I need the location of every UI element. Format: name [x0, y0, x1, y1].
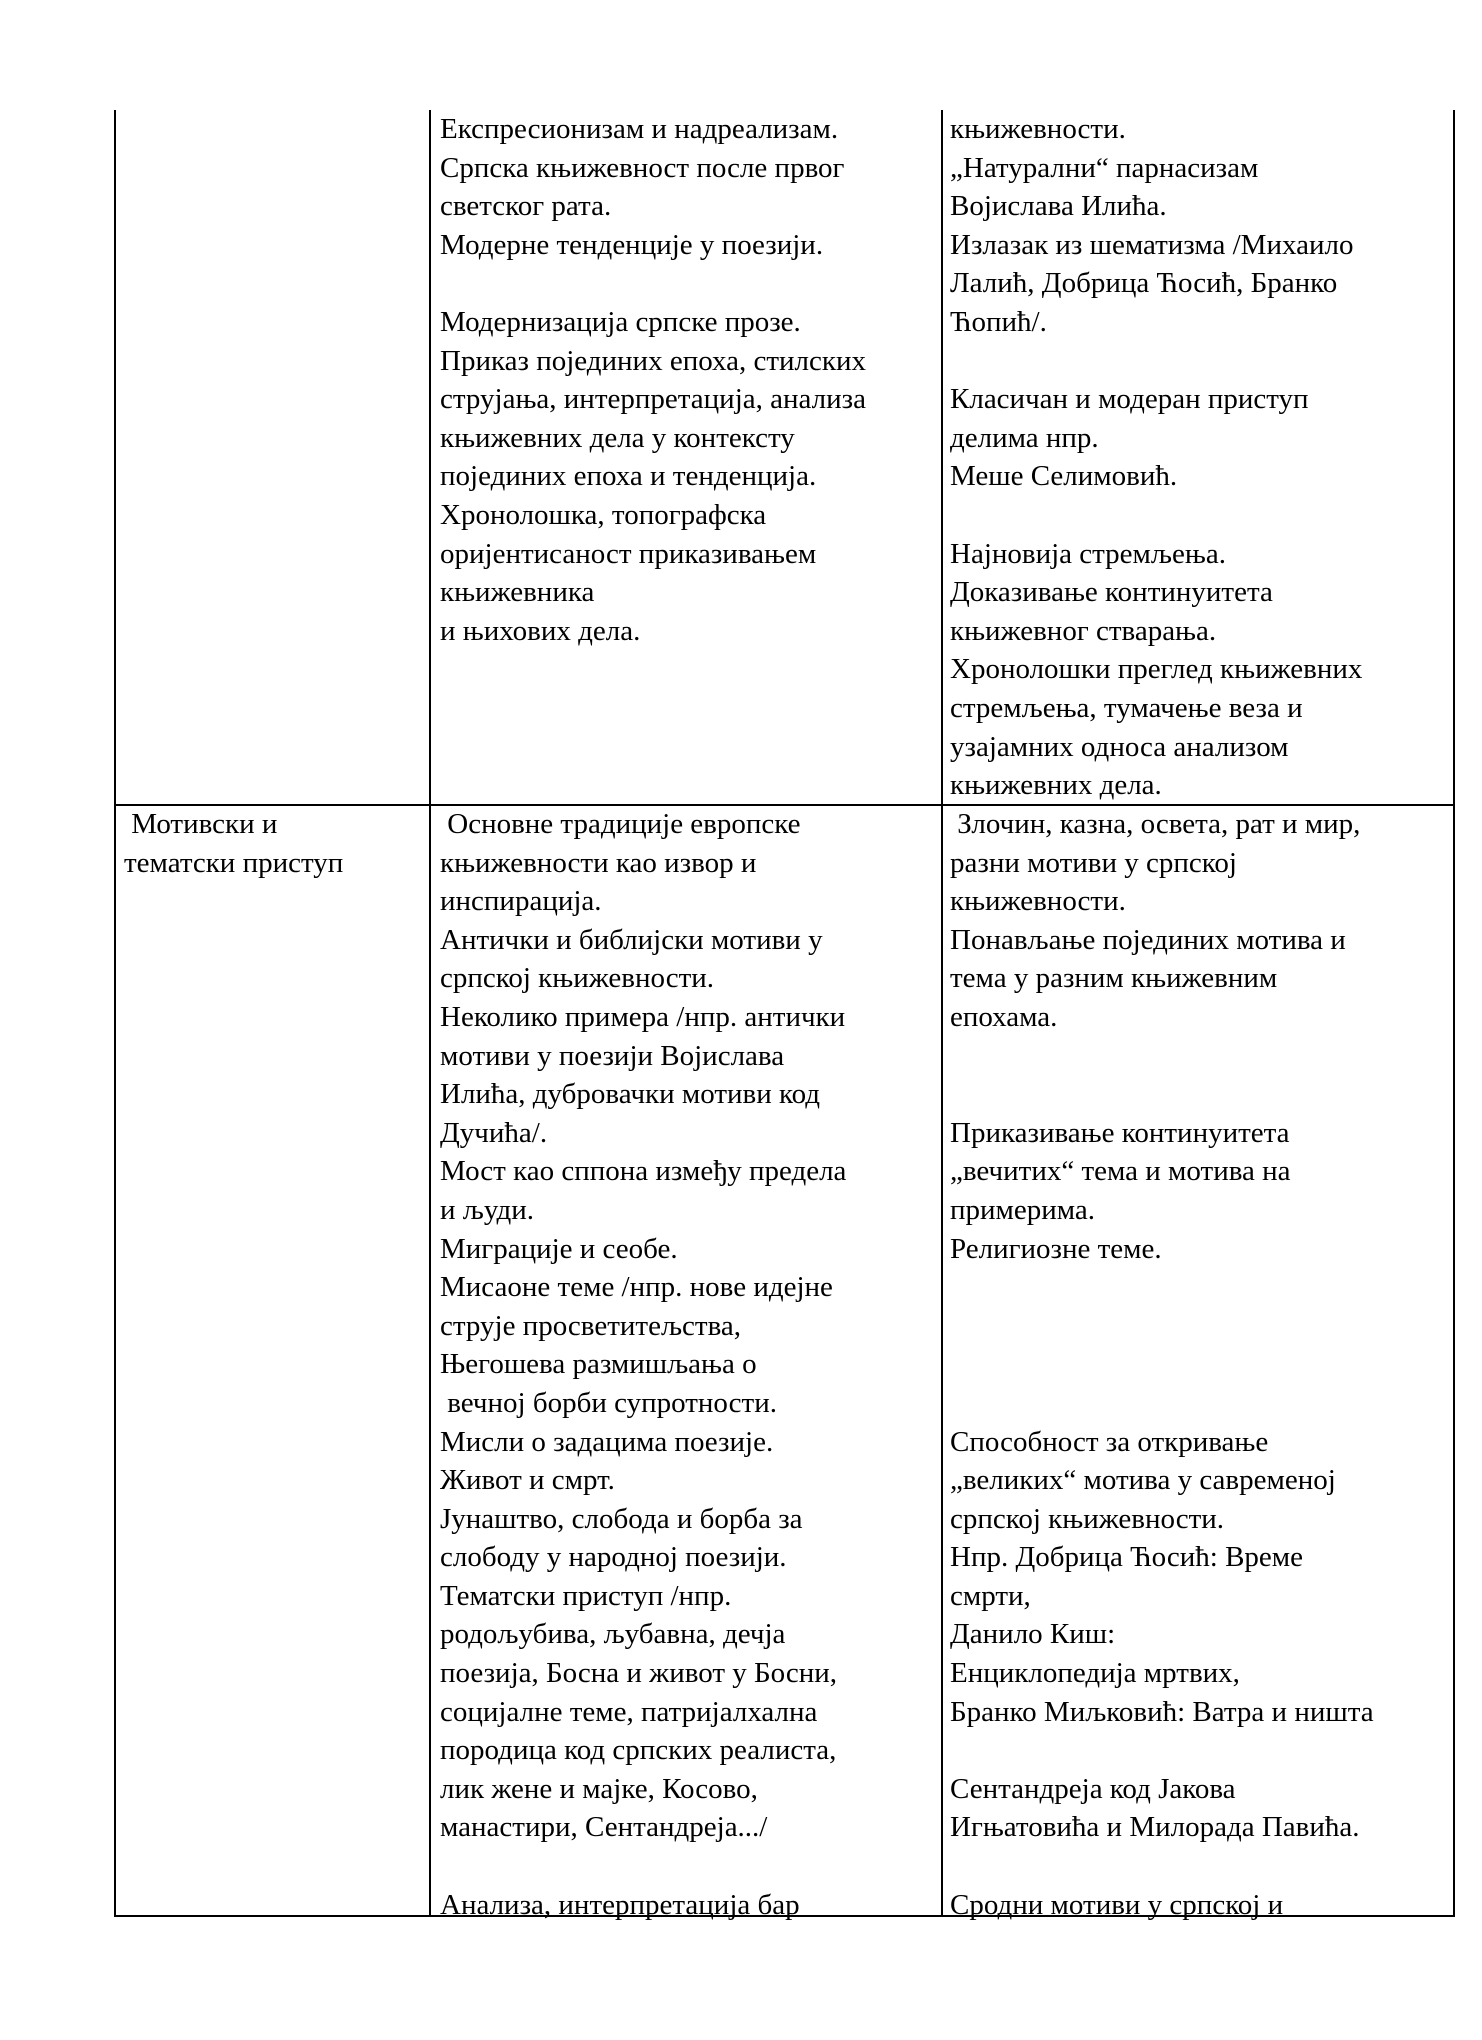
cell-text-line: Тематски приступ /нпр. [440, 1579, 732, 1612]
cell-text-line: Експресионизам и надреализам. [440, 113, 839, 145]
cell-text-line: и људи. [440, 1193, 535, 1226]
cell-text-line: Меше Селимовић. [950, 460, 1178, 493]
cell-text-line: књижевности. [950, 113, 1126, 145]
table-column-divider-2 [941, 110, 943, 1917]
cell-text-line: српској књижевности. [950, 1502, 1225, 1535]
cell-text-line: Хронолошка, топографска [440, 498, 767, 531]
cell-text-line: „вечитих“ тема и мотива на [950, 1155, 1291, 1188]
cell-text-line: Игњатовића и Милорада Павића. [950, 1811, 1360, 1844]
cell-text-line: Сродни мотиви у српској и [950, 1888, 1284, 1921]
table-column-divider-1 [429, 110, 431, 1917]
cell-text-line [950, 342, 1450, 381]
table-border-right [1453, 110, 1455, 1917]
cell-text-line: разни мотиви у српској [950, 846, 1237, 879]
cell-text-line: књижевних дела. [950, 769, 1162, 802]
cell-text-line: тематски приступ [124, 846, 344, 879]
cell-text-line: књижевног стварања. [950, 614, 1217, 647]
table-cell-row2-col3 [950, 805, 1450, 1924]
cell-text-line: појединих епоха и тенденција. [440, 460, 817, 493]
cell-text-line: Најновија стремљења. [950, 537, 1226, 570]
cell-text-line: оријентисаност приказивањем [440, 537, 817, 570]
cell-text-line: смрти, [950, 1579, 1031, 1612]
cell-text-line: Приказивање континуитета [950, 1116, 1290, 1149]
cell-text-line: Српска књижевност после првог [440, 151, 845, 184]
cell-text-line: Дучића/. [440, 1116, 548, 1149]
cell-text-line: Илића, дубровачки мотиви код [440, 1078, 821, 1111]
cell-text-line: Способност за откривање [950, 1425, 1269, 1458]
cell-text-line: епохама. [950, 1000, 1058, 1033]
cell-text-line [950, 1847, 1450, 1886]
cell-text-line: родољубива, љубавна, дечја [440, 1618, 786, 1651]
cell-text-line: Бранко Миљковић: Ватра и ништа [950, 1695, 1374, 1728]
cell-text-line: књижевности. [950, 885, 1126, 918]
cell-text-line: Религиозне теме. [950, 1232, 1162, 1265]
cell-text-line: Мост као сппона између предела [440, 1155, 847, 1188]
cell-text-line: социјалне теме, патријалхална [440, 1695, 818, 1728]
cell-text-line: књижевних дела у контексту [440, 421, 795, 454]
cell-text-line: лик жене и мајке, Косово, [440, 1772, 758, 1805]
cell-text-line: Војислава Илића. [950, 190, 1167, 223]
cell-text-line: породица код српских реалиста, [440, 1734, 837, 1767]
table-cell-row2-col2 [440, 805, 936, 1924]
cell-text-line: Данило Киш: [950, 1618, 1116, 1651]
cell-text-line: Модерне тенденције у поезији. [440, 228, 824, 261]
cell-text-line: Миграције и сеобе. [440, 1232, 678, 1265]
cell-text-line [950, 1384, 1450, 1423]
cell-text-line: Нпр. Добрица Ћосић: Време [950, 1541, 1304, 1574]
cell-text-line: вечној борби супротности. [440, 1386, 777, 1419]
cell-text-line: књижевника [440, 576, 595, 609]
cell-text-line: Хронолошки преглед књижевних [950, 653, 1363, 686]
cell-text-line: струјања, интерпретација, анализа [440, 383, 866, 416]
table-cell-row1-col2 [440, 110, 936, 650]
cell-text-line: Анализа, интерпретација бар [440, 1888, 800, 1921]
table-cell-row2-col1 [124, 805, 424, 882]
cell-text-line: Његошева размишљања о [440, 1348, 757, 1381]
cell-text-line: Живот и смрт. [440, 1464, 615, 1497]
cell-text-line: Неколико примера /нпр. антички [440, 1000, 846, 1033]
table-border-left [114, 110, 116, 1917]
cell-text-line [950, 1345, 1450, 1384]
cell-text-line: Ћопић/. [950, 305, 1047, 338]
cell-text-line: Мотивски и [124, 808, 278, 840]
cell-text-line: узајамних односа анализом [950, 730, 1289, 763]
cell-text-line [950, 1075, 1450, 1114]
cell-text-line: Енциклопедија мртвих, [950, 1657, 1240, 1690]
cell-text-line: Доказивање континуитета [950, 576, 1273, 609]
cell-text-line [950, 1307, 1450, 1346]
cell-text-line [440, 1847, 936, 1886]
cell-text-line: слободу у народној поезији. [440, 1541, 787, 1574]
cell-text-line [950, 496, 1450, 535]
cell-text-line: Модернизација српске прозе. [440, 305, 801, 338]
cell-text-line: Злочин, казна, освета, рат и мир, [950, 808, 1361, 840]
cell-text-line: и њихових дела. [440, 614, 641, 647]
cell-text-line: Основне традиције европске [440, 808, 801, 840]
cell-text-line: Приказ појединих епоха, стилских [440, 344, 866, 377]
cell-text-line: манастири, Сентандреја.../ [440, 1811, 768, 1844]
cell-text-line: тема у разним књижевним [950, 962, 1278, 995]
cell-text-line [440, 264, 936, 303]
cell-text-line: „Натурални“ парнасизам [950, 151, 1259, 184]
cell-text-line: Антички и библијски мотиви у [440, 923, 823, 956]
cell-text-line: примерима. [950, 1193, 1096, 1226]
cell-text-line [950, 1731, 1450, 1770]
cell-text-line: Лалић, Добрица Ћосић, Бранко [950, 267, 1338, 300]
cell-text-line: делима нпр. [950, 421, 1099, 454]
cell-text-line: Сентандреја код Јакова [950, 1772, 1236, 1805]
cell-text-line: поезија, Босна и живот у Босни, [440, 1657, 838, 1690]
table-cell-row1-col3 [950, 110, 1450, 805]
cell-text-line: „великих“ мотива у савременој [950, 1464, 1336, 1497]
cell-text-line: књижевности као извор и [440, 846, 757, 879]
cell-text-line [950, 1037, 1450, 1076]
cell-text-line: Класичан и модеран приступ [950, 383, 1309, 416]
cell-text-line: Излазак из шематизма /Михаило [950, 228, 1354, 261]
cell-text-line: српској књижевности. [440, 962, 715, 995]
cell-text-line: Мисли о задацима поезије. [440, 1425, 774, 1458]
cell-text-line: стремљења, тумачење веза и [950, 691, 1303, 724]
cell-text-line: струје просветитељства, [440, 1309, 742, 1342]
cell-text-line: светског рата. [440, 190, 612, 223]
cell-text-line: мотиви у поезији Војислава [440, 1039, 785, 1072]
cell-text-line: Јунаштво, слобода и борба за [440, 1502, 803, 1535]
cell-text-line: инспирација. [440, 885, 602, 918]
cell-text-line [950, 1268, 1450, 1307]
cell-text-line: Мисаоне теме /нпр. нове идејне [440, 1271, 833, 1304]
cell-text-line: Понављање појединих мотива и [950, 923, 1346, 956]
